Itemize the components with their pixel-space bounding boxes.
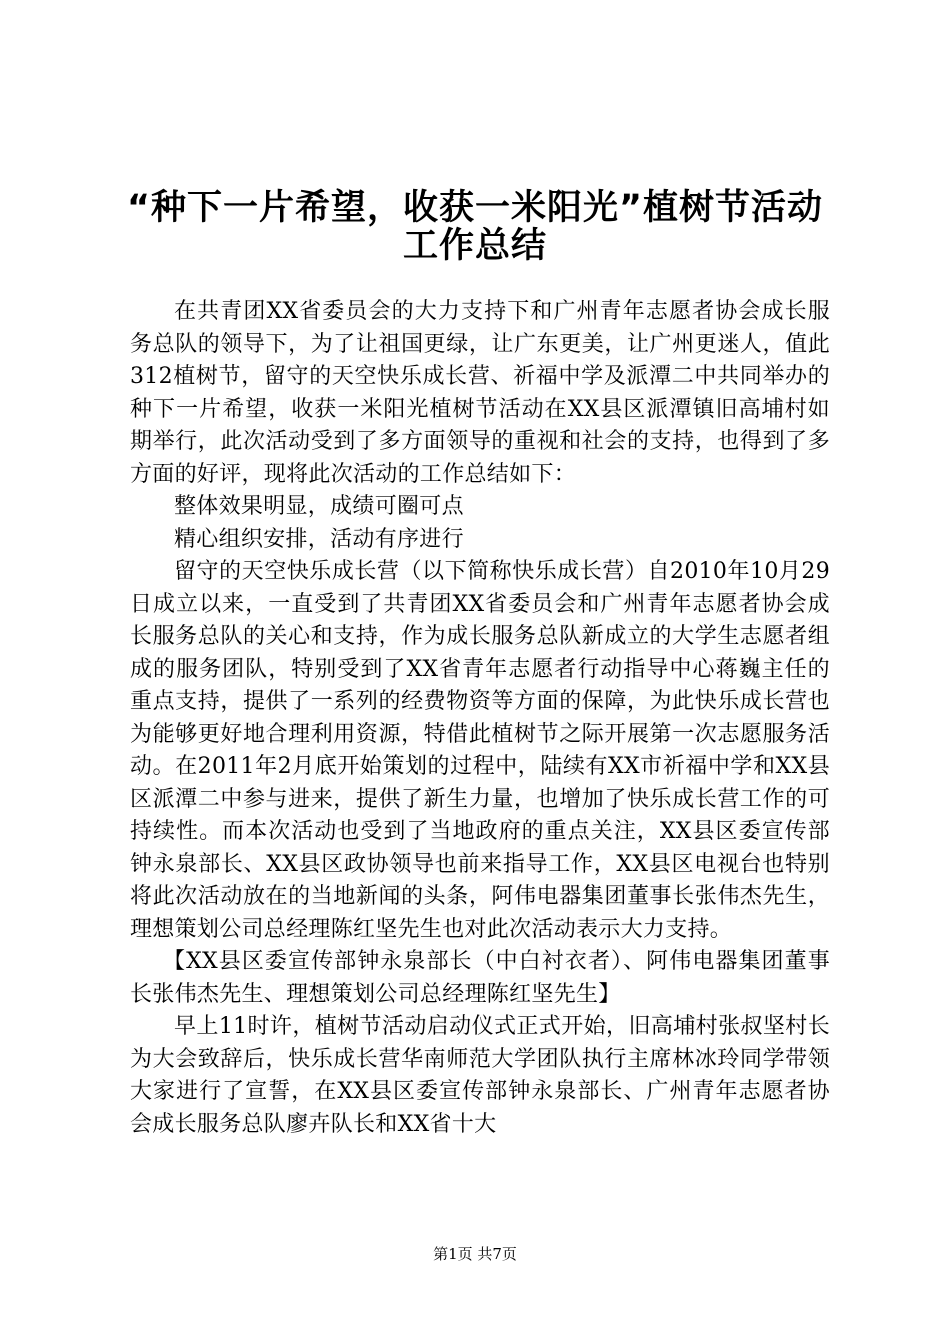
paragraph-heading-1: 整体效果明显，成绩可圈可点 xyxy=(174,494,464,519)
paragraph-heading-2: 精心组织安排，活动有序进行 xyxy=(174,526,464,552)
document-title-line-2: 工作总结 xyxy=(402,226,547,266)
paragraph-ceremony: 早上11时许，植树节活动启动仪式正式开始，旧高埔村张叔坚村长为大会致辞后，快乐成长营华南师范大学团队执行主席林冰玲同学带领大家进行了宣誓，在XX县区委宣传部钟永泉部长、广州青年志愿者协会成长服务总队廖卉队长和XX省十大 xyxy=(130,1014,830,1137)
page-number-footer: 第1页 共7页 xyxy=(433,1245,517,1263)
paragraph-background: 留守的天空快乐成长营（以下简称快乐成长营）自2010年10月29日成立以来，一直受到了共青团XX省委员会和广州青年志愿者协会成长服务总队的关心和支持，作为成长服务总队新成立的大学生志愿者组成的服务团队，特别受到了XX省青年志愿者行动指导中心蒋巍主任的重点支持，提供了一系列的经费物资等方面的保障，为此快乐成长营也为能够更好地合理利用资源，特借此植树节之际开展第一次志愿服务活动。在2011年2月底开始策划的过程中，陆续有XX市祈福中学和XX县区派潭二中参与进来，提供了新生力量，也增加了快乐成长营工作的可持续性。而本次活动也受到了当地政府的重点关注，XX县区委宣传部钟永泉部长、XX县区政协领导也前来指导工作，XX县区电视台也特别将此次活动放在的当地新闻的头条，阿伟电器集团董事长张伟杰先生，理想策划公司总经理陈红坚先生也对此次活动表示大力支持。 xyxy=(130,559,830,942)
document-title-line-1: “种下一片希望，收获一米阳光”植树节活动 xyxy=(126,188,823,228)
paragraph-photo-caption: 【XX县区委宣传部钟永泉部长（中白衬衣者）、阿伟电器集团董事长张伟杰先生、理想策划公司总经理陈红坚先生】 xyxy=(130,949,830,1007)
document-body xyxy=(130,296,830,1141)
paragraph-intro: 在共青团XX省委员会的大力支持下和广州青年志愿者协会成长服务总队的领导下，为了让祖国更绿，让广东更美，让广州更迷人，值此312植树节，留守的天空快乐成长营、祈福中学及派潭二中共同举办的种下一片希望，收获一米阳光植树节活动在XX县区派潭镇旧高埔村如期举行，此次活动受到了多方面领导的重视和社会的支持，也得到了多方面的好评，现将此次活动的工作总结如下： xyxy=(130,299,830,487)
